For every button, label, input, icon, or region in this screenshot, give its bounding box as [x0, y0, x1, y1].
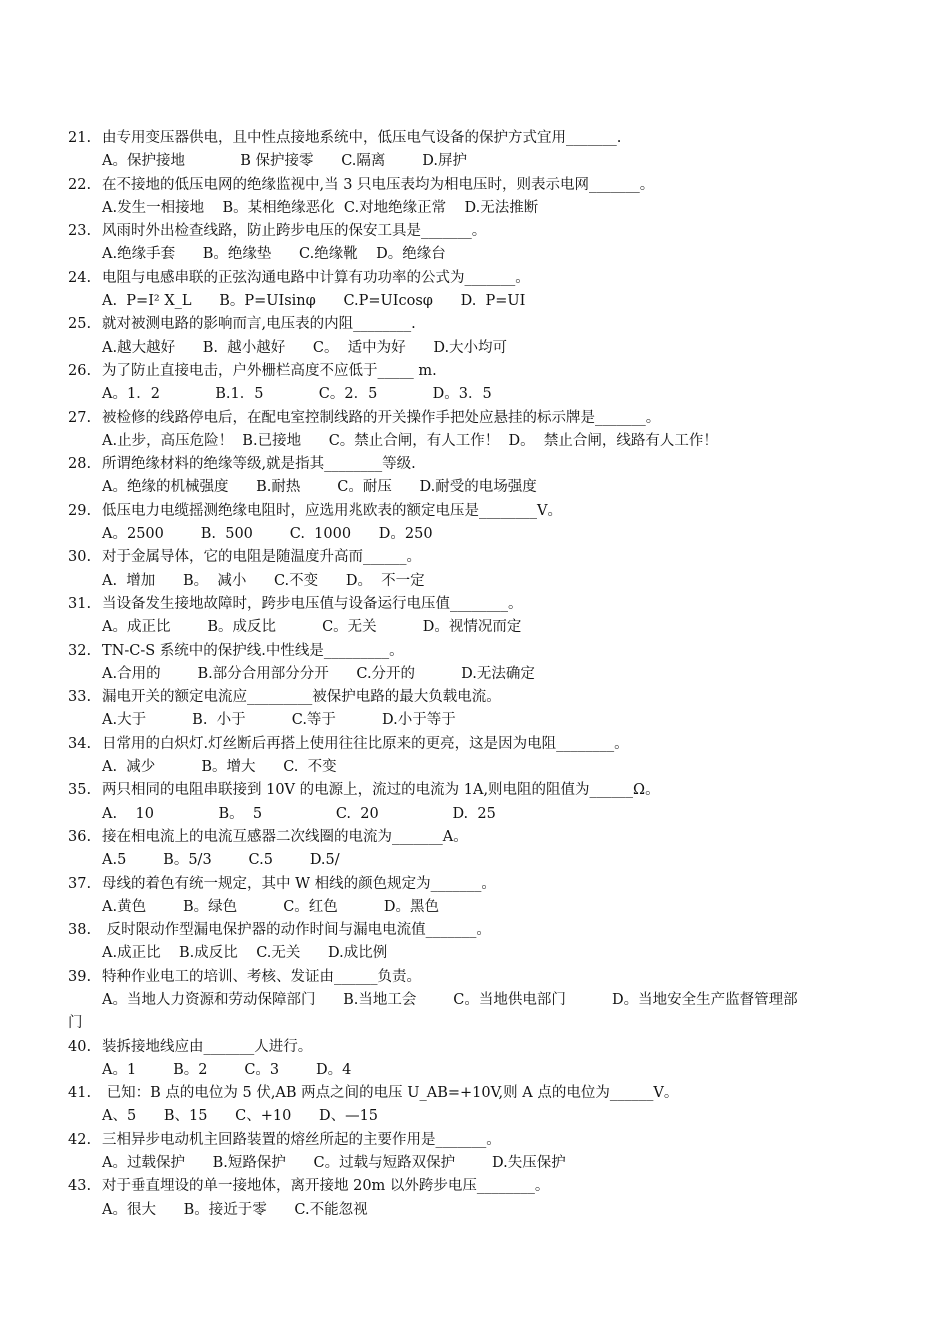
question-text: 所谓绝缘材料的绝缘等级,就是指其________等级. — [102, 456, 416, 473]
question-text: 三相异步电动机主回路装置的熔丝所起的主要作用是_______。 — [102, 1131, 501, 1148]
question-text: 由专用变压器供电，且中性点接地系统中，低压电气设备的保护方式宜用_______. — [102, 130, 622, 146]
question-options: A。1 B。2 C。3 D。4 — [102, 1061, 352, 1078]
question-list — [68, 127, 898, 1222]
question-21 — [68, 127, 898, 150]
question-text: 已知：B 点的电位为 5 伏,AB 两点之间的电压 U_AB=+10V,则 A 点的电位为______V。 — [102, 1085, 679, 1102]
question-number: 31. — [68, 595, 92, 612]
question-number: 30. — [68, 549, 92, 566]
question-number: 39. — [68, 968, 92, 985]
question-41 — [68, 1082, 898, 1105]
question-options: A.5 B。5/3 C.5 D.5/ — [102, 852, 340, 869]
question-options: A.黄色 B。绿色 C。红色 D。黑色 — [102, 898, 440, 915]
question-32 — [68, 640, 898, 663]
question-options: A. 10 B。 5 C. 20 D. 25 — [102, 805, 496, 822]
question-number: 28. — [68, 456, 92, 473]
question-options: A。1．2 B.1．5 C。2．5 D。3．5 — [102, 386, 492, 403]
question-text: 当设备发生接地故障时，跨步电压值与设备运行电压值________。 — [102, 595, 523, 612]
question-number: 32. — [68, 642, 92, 659]
question-number: 27. — [68, 409, 92, 426]
question-35 — [68, 779, 898, 802]
question-options: A。成正比 B。成反比 C。无关 D。视情况而定 — [102, 619, 522, 636]
question-number: 43. — [68, 1178, 92, 1195]
question-options: A. P=I² X_L B。P=UIsinφ C.P=UIcosφ D. P=UI — [102, 293, 526, 310]
question-text: 母线的着色有统一规定，其中 W 相线的颜色规定为_______。 — [102, 875, 496, 892]
question-number: 22. — [68, 176, 92, 193]
question-23 — [68, 220, 898, 243]
question-number: 40. — [68, 1038, 92, 1055]
question-options: A.合用的 B.部分合用部分分开 C.分开的 D.无法确定 — [102, 665, 535, 682]
question-22 — [68, 174, 898, 197]
question-text: 在不接地的低压电网的绝缘监视中,当 3 只电压表均为相电压时，则表示电网_______。 — [102, 176, 655, 193]
question-number: 25. — [68, 316, 92, 333]
question-number: 38. — [68, 922, 92, 939]
question-text: 特种作业电工的培训、考核、发证由______负责。 — [102, 968, 421, 985]
question-number: 23. — [68, 223, 92, 240]
question-options: A.止步，高压危险！ B.已接地 C。禁止合闸，有人工作！ D。 禁止合闸，线路有人工作！ — [102, 432, 718, 449]
question-39 — [68, 966, 898, 989]
question-options: A。2500 B. 500 C. 1000 D。250 — [102, 526, 433, 543]
question-options: A。当地人力资源和劳动保障部门 B.当地工会 C。当地供电部门 D。当地安全生产监督管理部 — [102, 991, 798, 1008]
question-text: 低压电力电缆摇测绝缘电阻时，应选用兆欧表的额定电压是________V。 — [102, 502, 562, 519]
question-27 — [68, 407, 898, 430]
question-25 — [68, 313, 898, 336]
question-text: 对于金属导体，它的电阻是随温度升高而______。 — [102, 549, 421, 566]
question-options-wrap: 门 — [68, 1015, 83, 1032]
question-38 — [68, 919, 898, 942]
question-number: 33. — [68, 689, 92, 706]
question-options: A。保护接地 B 保护接零 C.隔离 D.屏护 — [102, 153, 467, 170]
question-34 — [68, 733, 898, 756]
question-number: 24. — [68, 269, 92, 286]
question-text: TN-C-S 系统中的保护线.中性线是_________。 — [102, 642, 404, 659]
question-40 — [68, 1036, 898, 1059]
question-26 — [68, 360, 898, 383]
question-text: 就对被测电路的影响而言,电压表的内阻________. — [102, 316, 416, 333]
question-number: 37. — [68, 875, 92, 892]
question-text: 为了防止直接电击，户外栅栏高度不应低于_____ m. — [102, 362, 437, 379]
question-options: A.大于 B. 小于 C.等于 D.小于等于 — [102, 712, 456, 729]
question-options: A。过载保护 B.短路保护 C。过载与短路双保护 D.失压保护 — [102, 1155, 566, 1172]
question-options: A.发生一相接地 B。某相绝缘恶化 C.对地绝缘正常 D.无法推断 — [102, 199, 539, 216]
question-options: A. 减少 B。增大 C. 不变 — [102, 759, 337, 776]
question-text: 电阻与电感串联的正弦沟通电路中计算有功功率的公式为_______。 — [102, 269, 530, 286]
question-options: A.成正比 B.成反比 C.无关 D.成比例 — [102, 945, 388, 962]
question-options: A. 增加 B。 减小 C.不变 D。 不一定 — [102, 572, 425, 589]
question-24 — [68, 267, 898, 290]
question-options: A.越大越好 B. 越小越好 C。 适中为好 D.大小均可 — [102, 339, 508, 356]
question-30 — [68, 546, 898, 569]
question-text: 日常用的白炽灯.灯丝断后再搭上使用往往比原来的更亮，这是因为电阻________。 — [102, 735, 629, 752]
question-text: 对于垂直埋设的单一接地体，离开接地 20m 以外跨步电压________。 — [102, 1178, 550, 1195]
question-33 — [68, 686, 898, 709]
question-options: A。绝缘的机械强度 B.耐热 C。耐压 D.耐受的电场强度 — [102, 479, 537, 496]
question-29 — [68, 500, 898, 523]
question-text: 被检修的线路停电后，在配电室控制线路的开关操作手把处应悬挂的标示牌是_______。 — [102, 409, 661, 426]
question-number: 35. — [68, 782, 92, 799]
question-42 — [68, 1129, 898, 1152]
question-text: 风雨时外出检查线路，防止跨步电压的保安工具是_______。 — [102, 223, 487, 240]
question-text: 漏电开关的额定电流应_________被保护电路的最大负载电流。 — [102, 689, 501, 706]
question-options: A、5 B、15 C、+10 D、—15 — [102, 1108, 379, 1125]
question-37 — [68, 873, 898, 896]
question-number: 26. — [68, 362, 92, 379]
question-text: 两只相同的电阻串联接到 10V 的电源上，流过的电流为 1A,则电阻的阻值为______Ω。 — [102, 782, 660, 799]
question-number: 42. — [68, 1131, 92, 1148]
question-28 — [68, 453, 898, 476]
question-31 — [68, 593, 898, 616]
question-number: 29. — [68, 502, 92, 519]
question-36 — [68, 826, 898, 849]
question-number: 21. — [68, 130, 92, 146]
question-text: 接在相电流上的电流互感器二次线圈的电流为_______A。 — [102, 828, 468, 845]
question-43 — [68, 1175, 898, 1198]
question-text: 装拆接地线应由_______人进行。 — [102, 1038, 313, 1055]
question-number: 34. — [68, 735, 92, 752]
question-text: 反时限动作型漏电保护器的动作时间与漏电电流值_______。 — [102, 922, 491, 939]
question-number: 41. — [68, 1085, 92, 1102]
question-options: A.绝缘手套 B。绝缘垫 C.绝缘靴 D。绝缘台 — [102, 246, 446, 263]
question-options: A。很大 B。接近于零 C.不能忽视 — [102, 1201, 368, 1218]
question-number: 36. — [68, 828, 92, 845]
